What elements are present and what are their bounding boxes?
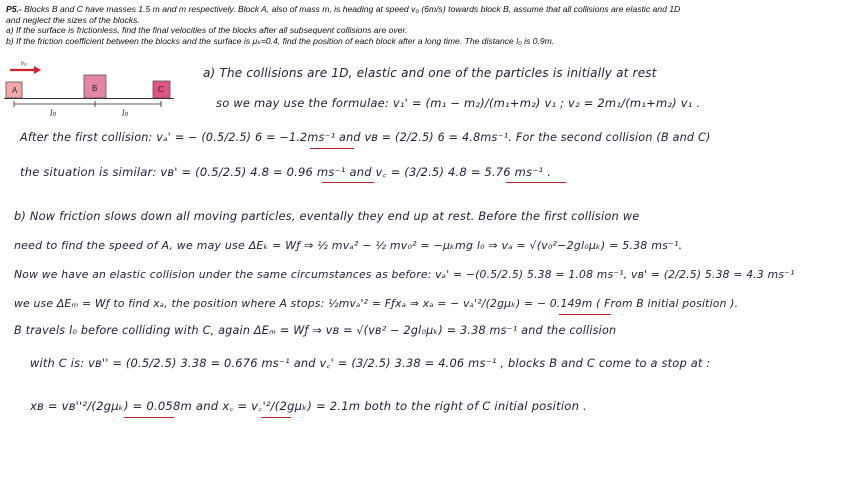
solution-b-line-3: Now we have an elastic collision under the same circumstances as before: vₐ' = −(0.5/2.5) 5.38 = 1.08 ms⁻¹, vʙ' = (2/2.5) 5.38 = 4.3 ms⁻¹ — [14, 268, 795, 281]
distance-label-1: l₀ — [50, 109, 57, 119]
distance-marker-2 — [95, 101, 161, 107]
problem-line-2: and neglect the sizes of the blocks. — [6, 14, 140, 25]
underline-vc — [506, 182, 566, 183]
solution-b-line-1: b) Now friction slows down all moving particles, eventally they end up at rest. Before the first collision we — [14, 209, 640, 223]
problem-line-1 — [6, 4, 842, 15]
solution-a-line-1: a) The collisions are 1D, elastic and one of the particles is initially at rest — [203, 66, 657, 80]
problem-line-1-text: Blocks B and C have masses 1.5 m and m respectively. Block A, also of mass m, is heading at speed v₀ (6m/s) towards block B, assume that all collisions are elastic and 1D — [21, 4, 681, 14]
velocity-arrow — [10, 66, 41, 74]
problem-part-a: a) If the surface is frictionless, find the final velocities of the blocks after all subsequent collisions are over. — [6, 25, 408, 36]
underline-va — [310, 148, 354, 149]
solution-a-line-4: the situation is similar: vʙ' = (0.5/2.5) 4.8 = 0.96 ms⁻¹ and v꜀ = (3/2.5) 4.8 = 5.76 ms⁻¹ . — [20, 165, 552, 179]
distance-marker-1 — [14, 101, 95, 107]
solution-a-line-3: After the first collision: vₐ' = − (0.5/2.5) 6 = −1.2ms⁻¹ and vʙ = (2/2.5) 6 = 4.8ms⁻¹. For the second collision (B and C) — [20, 131, 711, 144]
solution-b-line-7: xʙ = vʙ''²/(2gμₖ) = 0.058m and x꜀ = v꜀'²/(2gμₖ) = 2.1m both to the right of C initial position . — [30, 399, 587, 413]
solution-b-line-5: B travels l₀ before colliding with C, again ΔEₘ = Wƒ ⇒ vʙ = √(vʙ² − 2gl₀μₖ) = 3.38 ms⁻¹ and the collision — [14, 324, 617, 337]
underline-xa — [559, 314, 611, 315]
block-c-label: C — [158, 85, 164, 94]
solution-b-line-6: with C is: vʙ'' = (0.5/2.5) 3.38 = 0.676 ms⁻¹ and v꜀' = (3/2.5) 3.38 = 4.06 ms⁻¹ , blocks B and C come to a stop at : — [30, 356, 711, 370]
block-a-label: A — [12, 86, 18, 95]
distance-label-2: l₀ — [122, 109, 129, 119]
block-b-label: B — [92, 84, 98, 93]
problem-statement — [6, 4, 842, 46]
underline-xc — [261, 417, 291, 418]
solution-b-line-2: need to find the speed of A, we may use ΔEₖ = Wƒ ⇒ ½ mvₐ² − ½ mv₀² = −μₖmg l₀ ⇒ vₐ = √(v₀²−2gl₀μₖ) = 5.38 ms⁻¹. — [14, 239, 683, 252]
problem-number: P5.- — [6, 4, 22, 14]
solution-b-line-4: we use ΔEₘ = Wƒ to find xₐ, the position where A stops: ½mvₐ'² = Fƒxₐ ⇒ xₐ = − vₐ'²/(2gμₖ) = − 0.149m ( From B initial position ). — [14, 297, 739, 310]
velocity-label: v₀ — [21, 61, 27, 67]
solution-a-line-2: so we may use the formulae: v₁' = (m₁ − m₂)/(m₁+m₂) v₁ ; v₂ = 2m₁/(m₁+m₂) v₁ . — [216, 96, 701, 110]
blocks-diagram — [4, 58, 184, 122]
underline-xb — [124, 417, 174, 418]
underline-vb — [322, 182, 374, 183]
problem-part-b: b) If the friction coefficient between the blocks and the surface is μₖ=0.4, find the position of each block after a long time. The distance l₀ is 0.9m. — [6, 35, 555, 46]
